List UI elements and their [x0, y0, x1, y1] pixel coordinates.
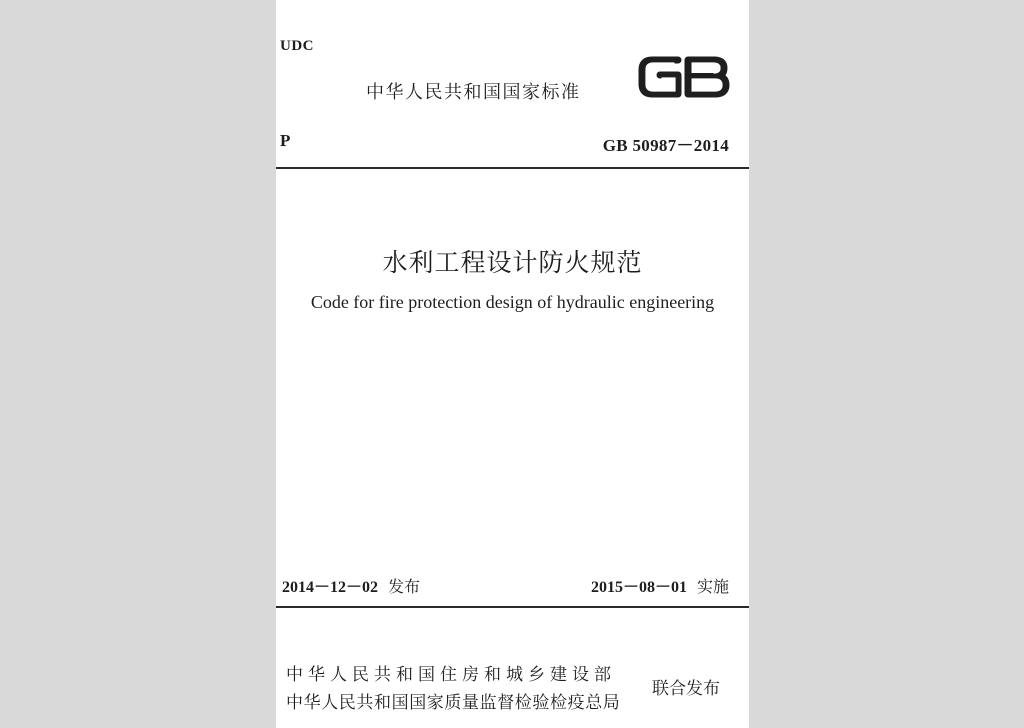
publisher-line-1: 中华人民共和国住房和城乡建设部	[286, 665, 616, 685]
gb-logo	[638, 50, 730, 104]
bottom-divider	[276, 606, 749, 608]
classification-code: P	[280, 131, 291, 150]
effective-date: 2015－08－01	[590, 579, 687, 596]
standard-number: GB 50987－2014	[602, 136, 729, 155]
issue-label: 发布	[388, 577, 421, 596]
udc-label: UDC	[280, 38, 314, 54]
joint-publish-label: 联合发布	[652, 679, 720, 699]
document-cover	[276, 0, 749, 728]
top-divider	[276, 167, 749, 169]
issue-date: 2014－12－02	[282, 579, 379, 596]
effective-label: 实施	[696, 577, 729, 596]
national-standard-heading: 中华人民共和国国家标准	[366, 82, 581, 103]
title-chinese: 水利工程设计防火规范	[382, 248, 643, 277]
issue-date-line	[282, 574, 420, 597]
effective-date-line	[591, 574, 729, 597]
publisher-line-2: 中华人民共和国国家质量监督检验检疫总局	[286, 693, 621, 713]
title-english: Code for fire protection design of hydraulic engineering	[310, 292, 715, 312]
